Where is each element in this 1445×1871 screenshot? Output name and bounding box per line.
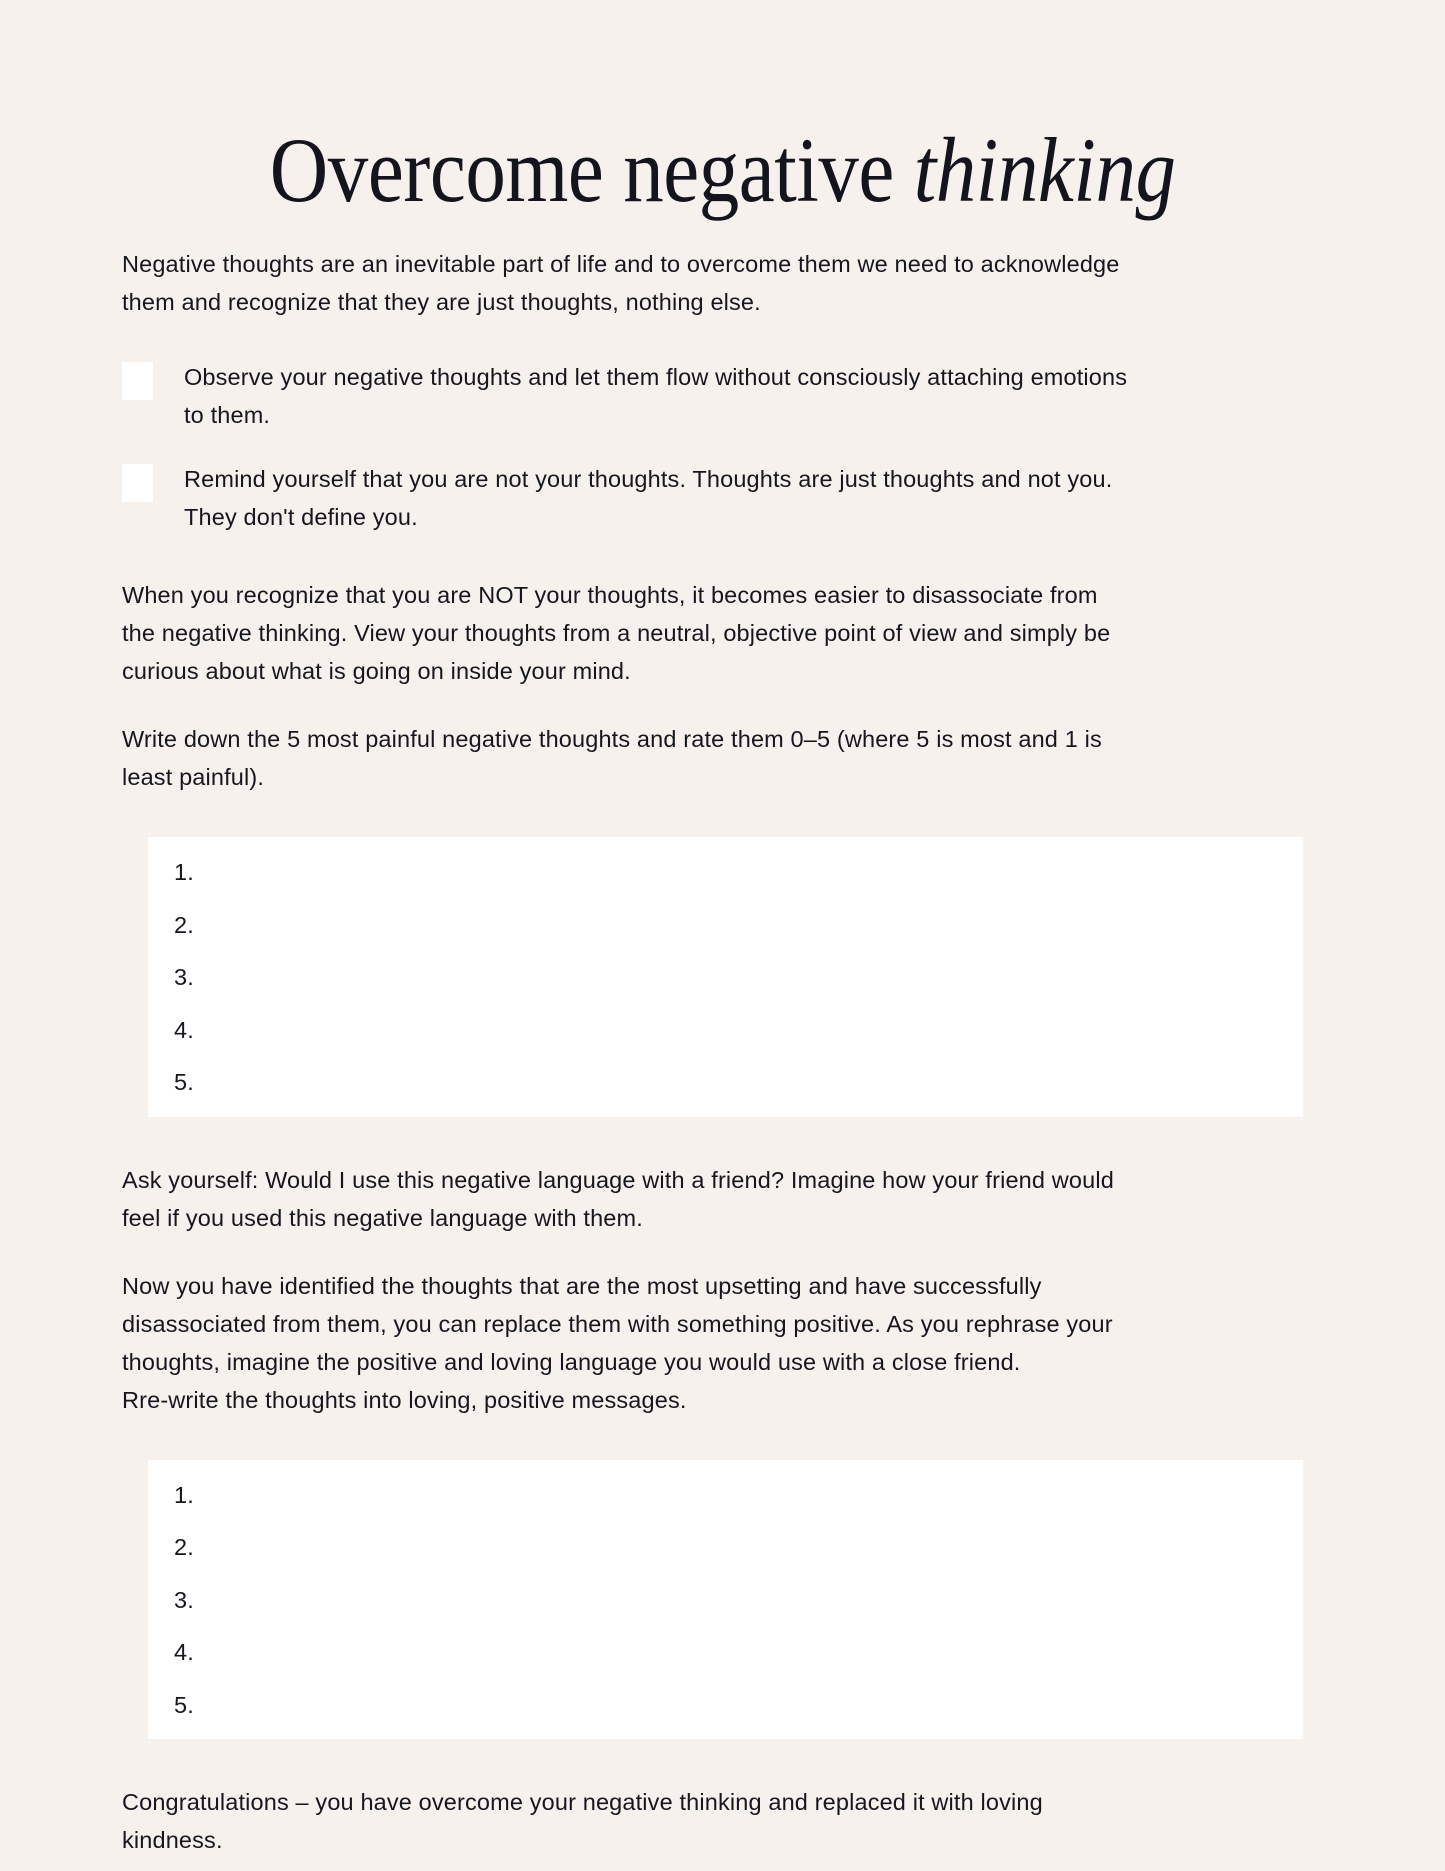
checkbox-icon[interactable]	[122, 464, 153, 502]
paragraph-congratulations: Congratulations – you have overcome your negative thinking and replaced it with loving kindness.	[122, 1789, 1043, 1853]
page-title	[0, 119, 1445, 221]
checklist	[122, 358, 1307, 536]
checklist-item-label: Remind yourself that you are not your thoughts. Thoughts are just thoughts and not you. They don't define you.	[184, 466, 1113, 530]
content-column	[122, 245, 1307, 1859]
answer-line[interactable]: 1.	[174, 859, 194, 885]
answer-line[interactable]: 5.	[174, 1069, 194, 1095]
paragraph-rephrase: Now you have identified the thoughts that are the most upsetting and have successfully disassociated from them, you can replace them with something positive. As you rephrase your thoughts, imagine the positive and loving language you would use with a close friend.	[122, 1272, 1113, 1375]
checklist-item[interactable]	[122, 460, 1307, 536]
answer-line[interactable]: 5.	[174, 1691, 194, 1718]
intro-paragraph: Negative thoughts are an inevitable part of life and to overcome them we need to acknowledge them and recognize that they are just thoughts, nothing else.	[122, 251, 1120, 315]
answer-line[interactable]: 1.	[174, 1481, 194, 1508]
paragraph-recognize: When you recognize that you are NOT your thoughts, it becomes easier to disassociate from the negative thinking. View your thoughts from a neutral, objective point of view and simply be curious about what is going on inside your mind.	[122, 582, 1111, 684]
answer-line[interactable]: 4.	[174, 1016, 194, 1043]
answer-line[interactable]: 2.	[174, 911, 194, 938]
checklist-item-label: Observe your negative thoughts and let them flow without consciously attaching emotions to them.	[184, 364, 1128, 428]
title-italic: thinking	[913, 119, 1176, 221]
title-roman: Overcome negative	[269, 119, 914, 221]
checklist-item[interactable]	[122, 358, 1307, 434]
answer-line[interactable]: 4.	[174, 1639, 194, 1665]
checkbox-icon[interactable]	[122, 362, 153, 400]
answer-box-positive-messages[interactable]	[148, 1460, 1303, 1740]
answer-box-negative-thoughts[interactable]	[148, 837, 1303, 1117]
paragraph-rewrite: Rre-write the thoughts into loving, positive messages.	[122, 1386, 687, 1413]
paragraph-ask-yourself: Ask yourself: Would I use this negative language with a friend? Imagine how your friend would feel if you used this negative language with them.	[122, 1166, 1114, 1231]
answer-line[interactable]: 2.	[174, 1534, 194, 1560]
title-text	[269, 119, 1176, 221]
answer-line[interactable]: 3.	[174, 964, 194, 990]
answer-line[interactable]: 3.	[174, 1586, 194, 1613]
paragraph-write-down: Write down the 5 most painful negative thoughts and rate them 0–5 (where 5 is most and 1 is least painful).	[122, 726, 1102, 790]
